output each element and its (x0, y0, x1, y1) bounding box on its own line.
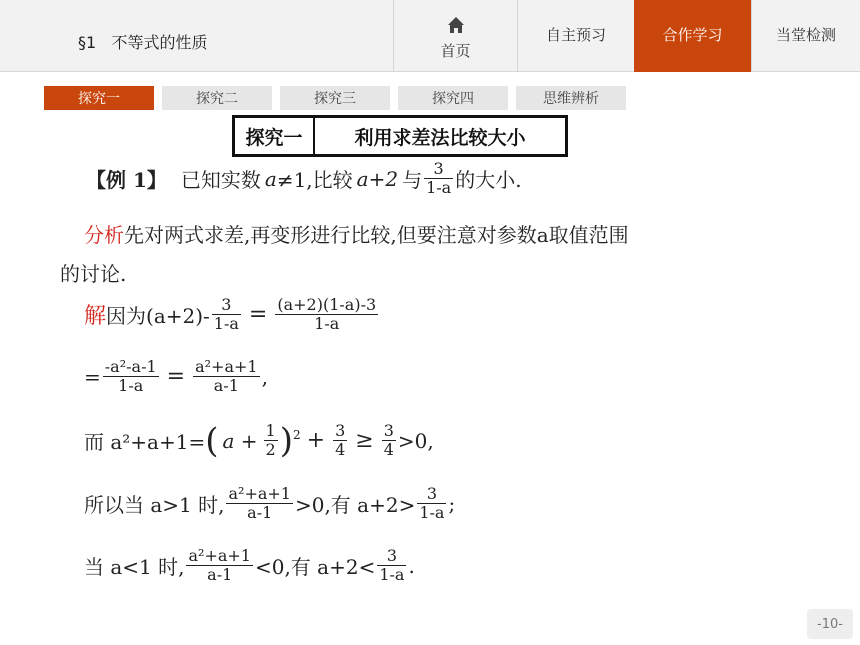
solution-label: 解 (84, 304, 107, 329)
example-expr: a+2 (356, 166, 399, 191)
example-tag: 【例 1】 (86, 168, 167, 192)
analysis-text-2: 的讨论. (60, 262, 127, 286)
solution-l5-frac: $\frac{\text{a²+a+1}}{a-1}$ (188, 546, 251, 584)
solution-line-1 (84, 296, 380, 333)
solution-l5-lead: 当 a<1 时, (84, 555, 185, 579)
example-line (86, 160, 522, 197)
solution-l5-mid: <0,有 a+2< (254, 555, 376, 579)
nav-preview-button[interactable] (517, 0, 634, 72)
example-text-c: 的大小. (455, 168, 522, 192)
solution-l5-tail: . (408, 553, 415, 578)
solution-l1-eq: = (248, 302, 268, 327)
nav-check-button[interactable] (751, 0, 860, 72)
analysis-line-2 (60, 258, 126, 287)
solution-line-2 (84, 358, 268, 395)
solution-l3-square: 2 (293, 427, 301, 442)
analysis-line-1 (84, 219, 629, 248)
solution-l1-frac2: $\frac{(a+2)(1-a)-3}{1-a}$ (277, 295, 377, 333)
solution-l4-mid: >0,有 a+2> (294, 493, 416, 517)
solution-l4-frac2: $\frac{3}{1-a}$ (419, 484, 445, 522)
tab-explore-2[interactable]: 探究二 (162, 86, 272, 110)
example-cond: ≠1,比较 (276, 168, 353, 192)
example-var-a: a (264, 166, 277, 191)
tab-explore-4[interactable]: 探究四 (398, 86, 508, 110)
solution-l3-lead: 而 a²+a+1= (84, 430, 206, 454)
solution-l2-frac2: $\frac{\text{a²+a+1}}{a-1}$ (195, 357, 258, 395)
solution-l3-q2: $\frac{3}{4}$ (383, 421, 394, 459)
solution-l5-frac2: $\frac{3}{1-a}$ (379, 546, 405, 584)
section-title: §1 不等式的性质 (78, 33, 208, 52)
home-icon (447, 16, 465, 34)
page-number: -10- (807, 609, 853, 639)
nav-cooperative-button[interactable] (634, 0, 751, 72)
solution-l2-tail: , (261, 364, 268, 389)
analysis-label: 分析 (84, 223, 124, 247)
solution-line-5 (84, 547, 415, 584)
example-text-a: 已知实数 (180, 168, 261, 192)
analysis-text-1: 先对两式求差,再变形进行比较,但要注意对参数a取值范围 (124, 223, 629, 247)
solution-l1-frac1: $\frac{3}{1-a}$ (213, 295, 239, 333)
nav-home-label: 首页 (440, 41, 471, 60)
solution-l2-eq: = (84, 364, 101, 389)
solution-l4-lead: 所以当 a>1 时, (84, 493, 225, 517)
solution-l2-frac1: $\frac{\text{-a²-a-1}}{1-a}$ (104, 357, 157, 395)
solution-l3-half: $\frac{1}{2}$ (265, 421, 276, 459)
solution-line-4 (84, 485, 455, 522)
heading-title: 利用求差法比较大小 (354, 126, 526, 149)
top-navigation-bar (0, 0, 860, 72)
solution-l3-tail: >0, (397, 428, 434, 453)
nav-home-button[interactable] (393, 0, 517, 72)
solution-l3-ge: ≥ (355, 428, 374, 453)
solution-l3-q1: $\frac{3}{4}$ (335, 421, 346, 459)
nav-cooperative-label: 合作学习 (662, 26, 723, 44)
solution-line-3: 而 a²+a+1= ( a + $\frac{1}{2}$ ) 2 + $\frac{3}{4}$ ≥ $\frac{3}{4}$ >0, (84, 420, 434, 461)
solution-l4-tail: ; (448, 491, 456, 516)
section-heading-box (232, 115, 568, 157)
solution-l3-inner: a + (222, 428, 258, 453)
solution-l3-plus: + (306, 428, 326, 453)
example-fraction: $\frac{3}{1-a}$ (426, 159, 452, 197)
tab-explore-3[interactable]: 探究三 (280, 86, 390, 110)
nav-preview-label: 自主预习 (545, 26, 606, 44)
solution-l4-frac: $\frac{\text{a²+a+1}}{a-1}$ (228, 484, 291, 522)
solution-l2-eq2: = (166, 364, 186, 389)
nav-check-label: 当堂检测 (775, 26, 836, 44)
example-text-b: 与 (402, 168, 423, 192)
tab-reflection[interactable]: 思维辨析 (516, 86, 626, 110)
solution-l1-lead: 因为(a+2)- (106, 304, 210, 328)
heading-label: 探究一 (235, 118, 315, 154)
tab-explore-1[interactable]: 探究一 (44, 86, 154, 110)
